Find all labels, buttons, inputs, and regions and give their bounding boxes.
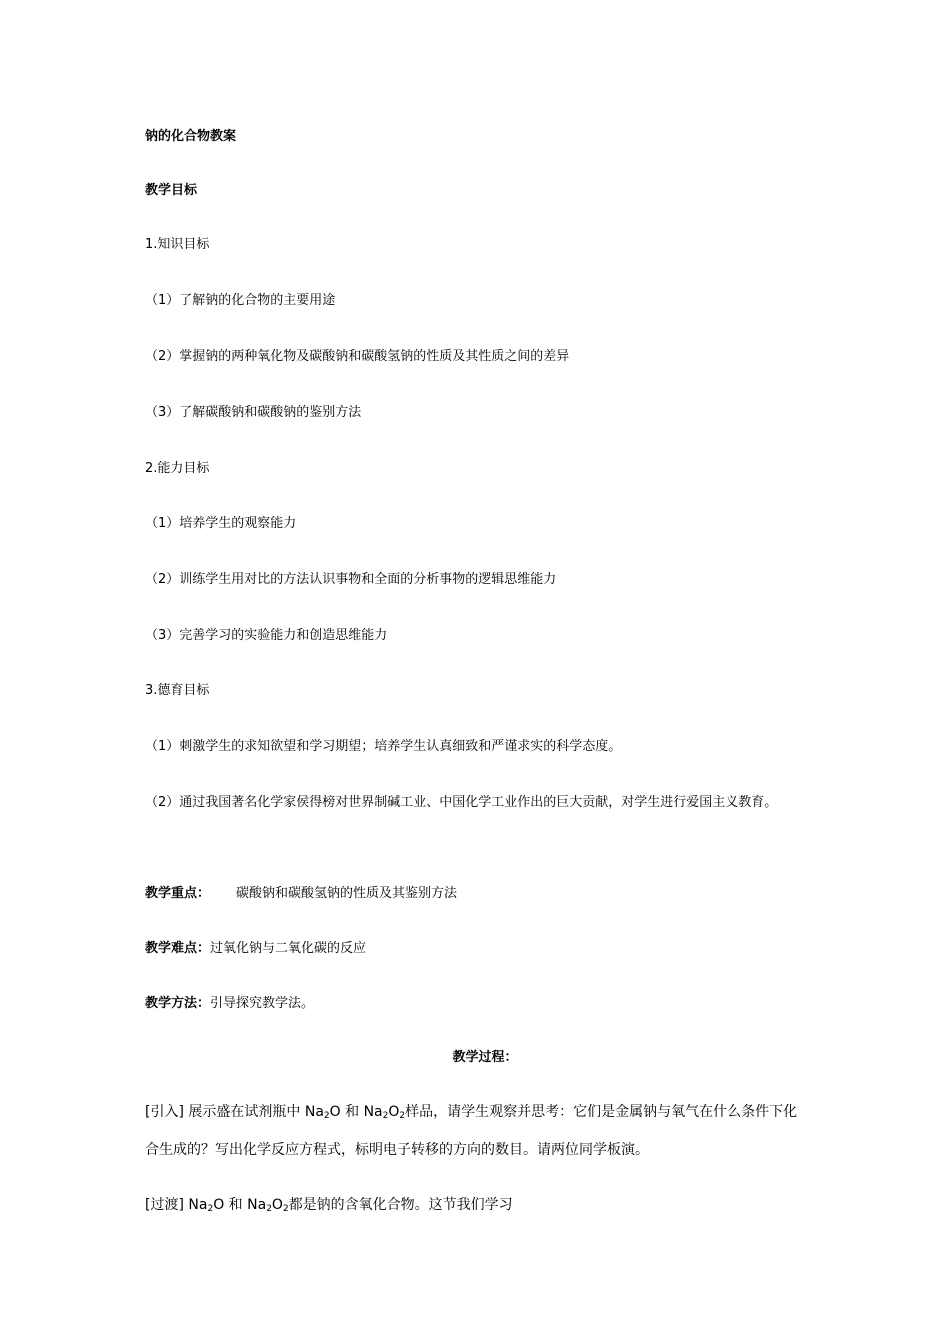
intro-paragraph-line-2: 合生成的？写出化学反应方程式，标明电子转移的方向的数目。请两位同学板演。 <box>145 1142 649 1158</box>
knowledge-goal-item: （1）了解钠的化合物的主要用途 <box>145 293 336 308</box>
process-heading: 教学过程： <box>452 1050 518 1065</box>
ability-goal-heading: 2.能力目标 <box>145 461 210 476</box>
na2o-formula: $Na_2O$ <box>188 1197 225 1214</box>
na2o2-formula: $Na_2O_2$ <box>247 1197 289 1214</box>
ability-goal-item: （3）完善学习的实验能力和创造思维能力 <box>145 628 388 643</box>
document-title: 钠的化合物教案 <box>145 129 237 144</box>
na2o-formula: $Na_2O$ <box>304 1104 341 1121</box>
key-point-row <box>145 885 457 903</box>
knowledge-goal-heading: 1.知识目标 <box>145 237 210 252</box>
moral-goal-item: （2）通过我国著名化学家侯得榜对世界制碱工业、中国化学工业作出的巨大贡献，对学生进行爱国主义教育。 <box>145 795 778 810</box>
ability-goal-item: （1）培养学生的观察能力 <box>145 516 297 531</box>
moral-goal-item: （1）刺激学生的求知欲望和学习期望；培养学生认真细致和严谨求实的科学态度。 <box>145 739 622 754</box>
key-point-label: 教学重点： <box>145 886 211 901</box>
moral-goal-heading: 3.德育目标 <box>145 683 210 698</box>
ability-goal-item: （2）训练学生用对比的方法认识事物和全面的分析事物的逻辑思维能力 <box>145 572 557 587</box>
method-text: 引导探究教学法。 <box>210 996 315 1011</box>
method-label: 教学方法： <box>145 996 211 1011</box>
difficulty-row <box>145 940 366 958</box>
difficulty-text: 过氧化钠与二氧化碳的反应 <box>210 941 367 956</box>
goals-heading: 教学目标 <box>145 183 198 198</box>
knowledge-goal-item: （3）了解碳酸钠和碳酸钠的鉴别方法 <box>145 405 362 420</box>
na2o2-formula: $Na_2O_2$ <box>363 1104 406 1121</box>
intro-tag: [引入] <box>145 1104 184 1120</box>
knowledge-goal-item: （2）掌握钠的两种氧化物及碳酸钠和碳酸氢钠的性质及其性质之间的差异 <box>145 349 570 364</box>
transition-paragraph: [过渡] $Na_2O$ 和 $Na_2O_2$都是钠的含氧化合物。这节我们学习 <box>145 1197 513 1214</box>
method-row <box>145 995 314 1013</box>
key-point-text: 碳酸钠和碳酸氢钠的性质及其鉴别方法 <box>236 886 458 901</box>
transition-tag: [过渡] <box>145 1197 184 1213</box>
intro-paragraph-line-1: [引入] 展示盛在试剂瓶中 $Na_2O$ 和 $Na_2O_2$样品，请学生观察并思考：它们是金属钠与氧气在什么条件下化 <box>145 1104 798 1121</box>
difficulty-label: 教学难点： <box>145 941 211 956</box>
